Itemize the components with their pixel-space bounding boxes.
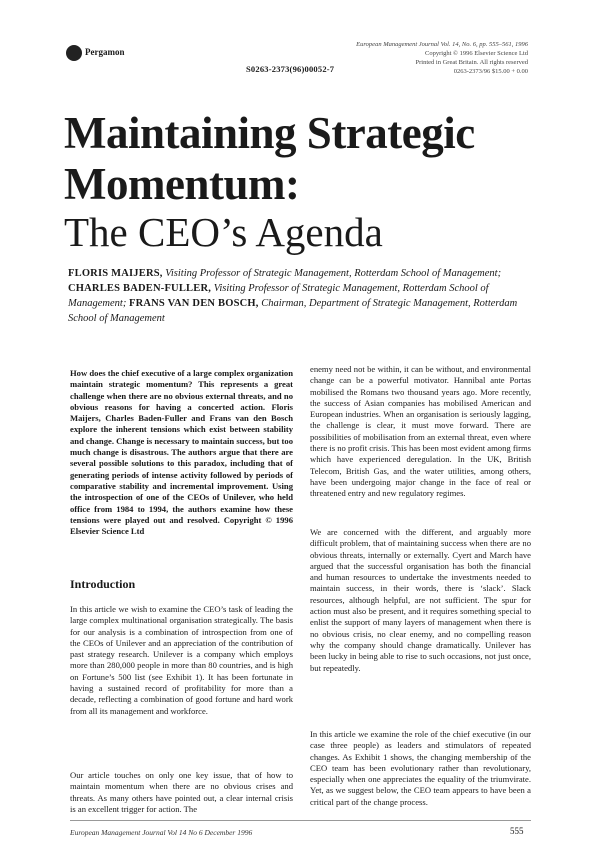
author-list [68, 266, 538, 326]
author-affiliation: Visiting Professor of Strategic Management, Rotterdam School of Management; [68, 283, 489, 309]
journal-line: 0263-2373/96 $15.00 + 0.00 [453, 68, 528, 75]
article-title-line-2: Momentum: [64, 159, 300, 209]
body-paragraph: We are concerned with the different, and arguably more difficult problem, that of maintaining success when there are no obvious threats, internally or externally. Cyert and March have argued that the successful organisation has both the financial and human resources to undertake the investments needed to maintain success, in their words, there is ‘slack’. Slack resources, although helpful, are not sufficient. The spur for action must also be present, and it requires something special to enlist the support of many layers of management when there is no obvious crisis, no clear enemy, and no compelling reason why the company should change dramatically. Unilever has been lucky in being able to rise to such occasions, not just once, but repeatedly. [310, 527, 531, 673]
section-heading: Introduction [70, 577, 136, 591]
journal-line: Printed in Great Britain. All rights reserved [415, 59, 528, 66]
body-paragraph: In this article we wish to examine the CEO’s task of leading the large complex multinational organisation strategically. The basis for our analysis is a combination of introspection from one of the CEOs of Unilever and an appreciation of the contribution of past strategy research. Unilever is a company which employs more than 280,000 people in more than 80 countries, and is high on Fortune’s 500 list (see Exhibit 1). It has been fortunate in having a sustained record of profitability for more than a decade, reflecting a combination of good fortune and hard work from all its management and workforce. [70, 604, 293, 716]
author-name: CHARLES BADEN-FULLER, [68, 283, 212, 294]
journal-info [318, 40, 528, 76]
author-affiliation: Chairman, Department of Strategic Management, Rotterdam School of Management [68, 298, 518, 324]
journal-line: Copyright © 1996 Elsevier Science Ltd [425, 50, 528, 57]
pergamon-logo [66, 45, 82, 61]
author-name: FRANS VAN DEN BOSCH, [128, 298, 259, 309]
footer-journal: European Management Journal Vol 14 No 6 December 1996 [70, 828, 253, 837]
author-name: FLORIS MAIJERS, [68, 268, 163, 279]
body-paragraph: Our article touches on only one key issue, that of how to maintain momentum when there are no obvious crises and threats. As many others have pointed out, a clear internal crisis is an excellent trigger for action. The [70, 770, 293, 814]
article-title-line-1: Maintaining Strategic [64, 108, 475, 158]
body-paragraph: enemy need not be within, it can be without, and environmental change can be a powerful motivator. Hannibal ante Portas mobilised the Romans two thousand years ago. More recently, the success of Asian companies has mobilised American and European industries. When an organisation is seriously lagging, the challenge is clear, it must move forward. There are possibilities of mobilisation from an external threat, even where there is no profit crisis. This has been most evident among firms which have experienced deregulation. In the UK, British Telecom, British Gas, and the water utilities, among others, have been undergoing major change in the face of real or threatened entry and new regulatory regimes. [310, 364, 531, 499]
body-paragraph: In this article we examine the role of the chief executive (in our case three people) as leaders and stimulators of repeated changes. As Exhibit 1 shows, the changing membership of the CEO team has been evolutionary rather than revolutionary, especially when one appreciates the equality of the triumvirate. Yet, as we suggest below, the CEO team appears to have been a critical part of the change process. [310, 729, 531, 807]
publisher-name: Pergamon [85, 47, 125, 57]
page-number: 555 [510, 826, 524, 836]
journal-line: European Management Journal Vol. 14, No. 6, pp. 555–561, 1996 [356, 41, 528, 48]
doi: S0263-2373(96)00052-7 [246, 64, 335, 74]
abstract: How does the chief executive of a large complex organization maintain strategic momentum? This represents a great challenge when there are no obvious external threats, and no obvious reasons for having a concerted action. Floris Maijers, Charles Baden-Fuller and Frans van den Bosch explore the inherent tensions which exist between stability and change. Change is necessary to maintain success, but too much change is disastrous. The authors argue that there are several possible solutions to this paradox, including that of generating periods of intense activity followed by periods of comparative stability and incremental improvement. Using the introspection of one of the CEOs of Unilever, who held office from 1984 to 1994, the authors examine how these tensions were played out and resolved. Copyright © 1996 Elsevier Science Ltd [70, 368, 293, 537]
author-affiliation: Visiting Professor of Strategic Management, Rotterdam School of Management; [165, 268, 502, 279]
article-subtitle: The CEO’s Agenda [64, 209, 383, 255]
footer-divider [70, 820, 531, 821]
